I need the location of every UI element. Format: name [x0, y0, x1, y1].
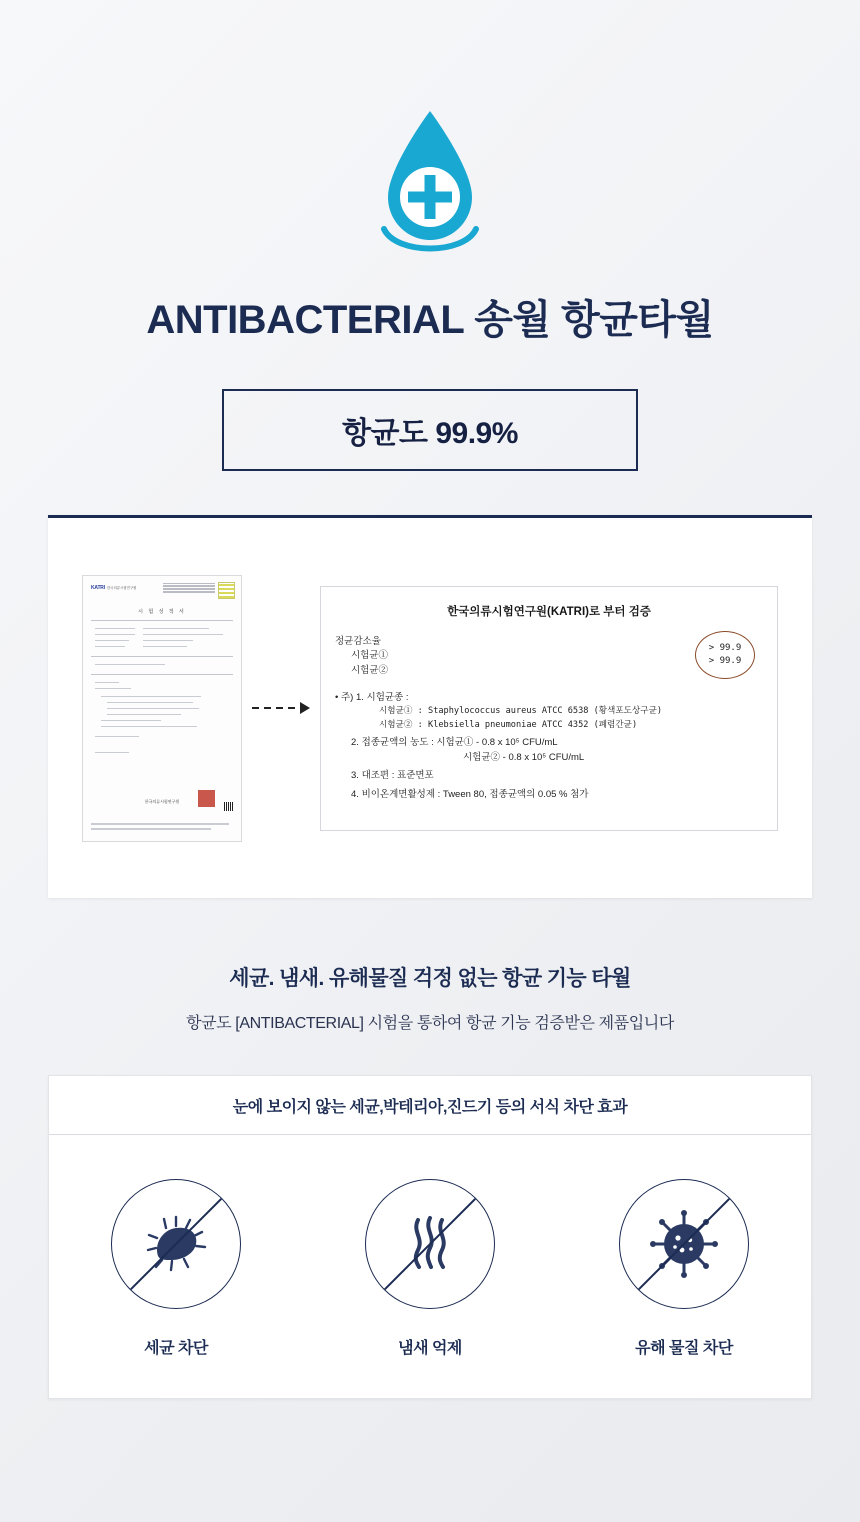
water-drop-plus-icon	[374, 105, 486, 265]
katri-logo-text: KATRI	[91, 584, 105, 591]
note-1-line-2: 시험균② : Klebsiella pneumoniae ATCC 4352 (폐렴간균)	[379, 719, 638, 730]
note-1-number: 1.	[355, 691, 364, 703]
notes-block	[335, 691, 763, 803]
antibacterial-rate-badge	[222, 389, 638, 471]
katri-test-report-image	[82, 575, 242, 842]
features-panel	[48, 1075, 812, 1399]
feature-item-odor	[303, 1179, 557, 1358]
reduction-rate-row-1: 시험균①	[351, 650, 389, 662]
features-header: 눈에 보이지 않는 세균,박테리아,진드기 등의 서식 차단 효과	[49, 1076, 811, 1135]
note-3	[335, 769, 763, 784]
note-2-number: 2.	[351, 737, 359, 748]
reduction-rate-row-2: 시험균②	[351, 664, 389, 676]
note-2-label: 접종균액의 농도 : 시험균① - 0.8 x 10⁵ CFU/mL	[361, 737, 558, 748]
mid-copy-section	[0, 962, 860, 1033]
slash-line	[621, 1181, 747, 1307]
hero-title-kr: 송월 항균타월	[474, 298, 714, 342]
feature-label-harmful: 유해 물질 차단	[635, 1340, 733, 1357]
doc-footer-note	[91, 823, 233, 826]
page-title	[0, 288, 860, 345]
note-2	[335, 736, 763, 751]
dashed-arrow-right-icon	[252, 702, 310, 714]
doc-header-lines	[163, 583, 215, 595]
result-highlight-circle	[695, 631, 755, 679]
features-list	[49, 1135, 811, 1398]
note-1-line-1: 시험균① : Staphylococcus aureus ATCC 6538 (황색포도상구균)	[379, 706, 663, 717]
doc-qr-code	[218, 582, 235, 599]
doc-seal-text: 한국의류시험연구원	[144, 798, 180, 804]
note-1-label: 시험균종 :	[366, 691, 409, 703]
doc-title-text: 시 험 성 적 서	[138, 608, 186, 615]
notes-marker: • 주) 1. 시험균종 :	[335, 691, 409, 703]
note-4	[335, 788, 763, 803]
antibacterial-rate-text: 항균도 99.9%	[342, 417, 518, 450]
reduction-rate-label: 정균감소율	[335, 635, 381, 647]
doc-barcode	[224, 802, 233, 811]
note-2-line-1: 시험균② - 0.8 x 10⁵ CFU/mL	[463, 751, 585, 763]
feature-label-odor: 냄새 억제	[398, 1340, 462, 1357]
certificate-detail-title: 한국의류시험연구원(KATRI)로 부터 검증	[447, 605, 651, 618]
mid-copy-heading: 세균. 냄새. 유해물질 걱정 없는 항균 기능 타월	[229, 967, 631, 990]
note-3-label: 대조편 : 표준면포	[361, 770, 434, 782]
hero-section	[0, 0, 860, 471]
feature-item-bacteria	[49, 1179, 303, 1358]
note-4-label: 비이온계면활성제 : Tween 80, 접종균액의 0.05 % 첨가	[361, 789, 589, 801]
slash-line	[113, 1181, 239, 1307]
virus-icon	[619, 1179, 749, 1309]
flow-arrow-wrap	[242, 702, 320, 714]
note-3-number: 3.	[351, 770, 359, 782]
slash-line	[367, 1181, 493, 1307]
note-4-number: 4.	[351, 789, 359, 801]
hero-title-en: ANTIBACTERIAL	[146, 298, 464, 342]
hero-icon-wrap	[0, 100, 860, 270]
result-value-1: > 99.9	[708, 643, 742, 654]
mid-copy-paragraph: 항균도 [ANTIBACTERIAL] 시험을 통하여 항균 기능 검증받은 제품입니다	[186, 1015, 674, 1032]
feature-label-bacteria: 세균 차단	[144, 1340, 208, 1357]
feature-item-harmful	[557, 1179, 811, 1358]
odor-waves-icon	[365, 1179, 495, 1309]
bacteria-icon	[111, 1179, 241, 1309]
result-value-2: > 99.9	[708, 655, 742, 666]
katri-logo-subtext: 한국의류시험연구원	[106, 586, 137, 590]
katri-logo-bar	[91, 585, 136, 591]
doc-red-seal	[198, 790, 215, 807]
certificate-detail-box	[320, 586, 778, 831]
certificate-panel	[48, 515, 812, 898]
